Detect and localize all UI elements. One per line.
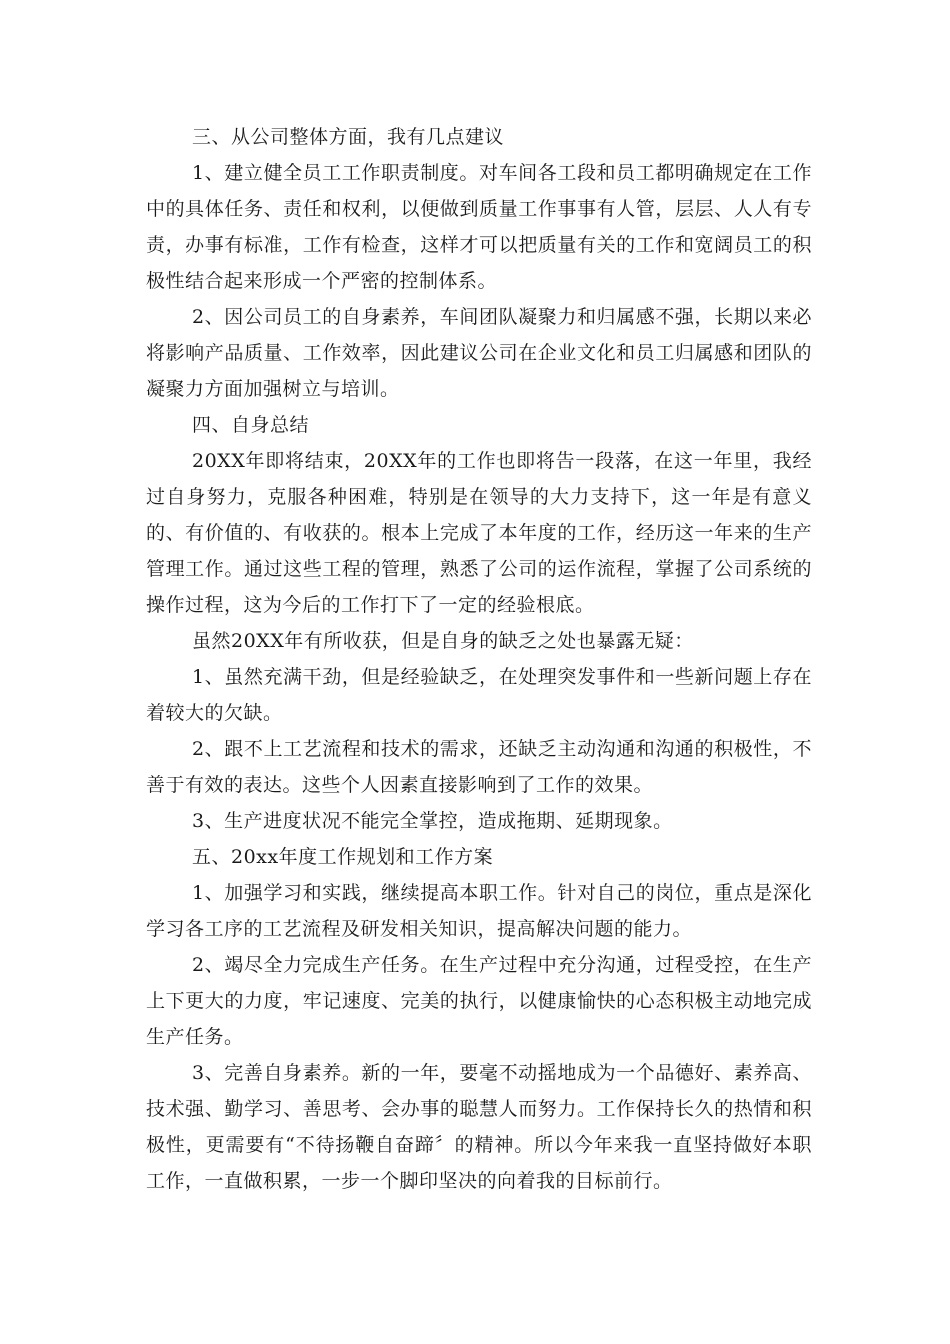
- paragraph: 虽然20XX年有所收获，但是自身的缺乏之处也暴露无疑：: [192, 630, 694, 652]
- paragraph: 3、生产进度状况不能完全掌控，造成拖期、延期现象。: [192, 810, 673, 832]
- paragraph: 1、虽然充满干劲，但是经验缺乏，在处理突发事件和一些新问题上存在着较大的欠缺。: [146, 666, 812, 724]
- paragraph: 1、建立健全员工工作职责制度。对车间各工段和员工都明确规定在工作中的具体任务、责任和权利，以便做到质量工作事事有人管，层层、人人有专责，办事有标准，工作有检查，这样才可以把质量有关的工作和宽阔员工的积极性结合起来形成一个严密的控制体系。: [146, 162, 812, 292]
- paragraph: 3、完善自身素养。新的一年，要毫不动摇地成为一个品德好、素养高、技术强、勤学习、善思考、会办事的聪慧人而努力。工作保持长久的热情和积极性，更需要有“不待扬鞭自奋蹄〞的精神。所以今年来我一直坚持做好本职工作，一直做积累，一步一个脚印坚决的向着我的目标前行。: [146, 1062, 812, 1192]
- section-heading: 四、自身总结: [192, 414, 310, 436]
- paragraph: 2、竭尽全力完成生产任务。在生产过程中充分沟通，过程受控，在生产上下更大的力度，牢记速度、完美的执行，以健康愉快的心态积极主动地完成生产任务。: [146, 954, 812, 1048]
- paragraph: 2、因公司员工的自身素养，车间团队凝聚力和归属感不强，长期以来必将影响产品质量、工作效率，因此建议公司在企业文化和员工归属感和团队的凝聚力方面加强树立与培训。: [146, 306, 812, 400]
- paragraph: 1、加强学习和实践，继续提高本职工作。针对自己的岗位，重点是深化学习各工序的工艺流程及研发相关知识，提高解决问题的能力。: [146, 882, 812, 940]
- paragraph: 2、跟不上工艺流程和技术的需求，还缺乏主动沟通和沟通的积极性，不善于有效的表达。这些个人因素直接影响到了工作的效果。: [146, 738, 812, 796]
- paragraph: 20XX年即将结束，20XX年的工作也即将告一段落，在这一年里，我经过自身努力，克服各种困难，特别是在领导的大力支持下，这一年是有意义的、有价值的、有收获的。根本上完成了本年度的工作，经历这一年来的生产管理工作。通过这些工程的管理，熟悉了公司的运作流程，掌握了公司系统的操作过程，这为今后的工作打下了一定的经验根底。: [146, 450, 812, 616]
- section-heading: 三、从公司整体方面，我有几点建议: [192, 126, 505, 148]
- section-heading: 五、20xx年度工作规划和工作方案: [192, 846, 494, 868]
- document-body: [146, 119, 812, 1199]
